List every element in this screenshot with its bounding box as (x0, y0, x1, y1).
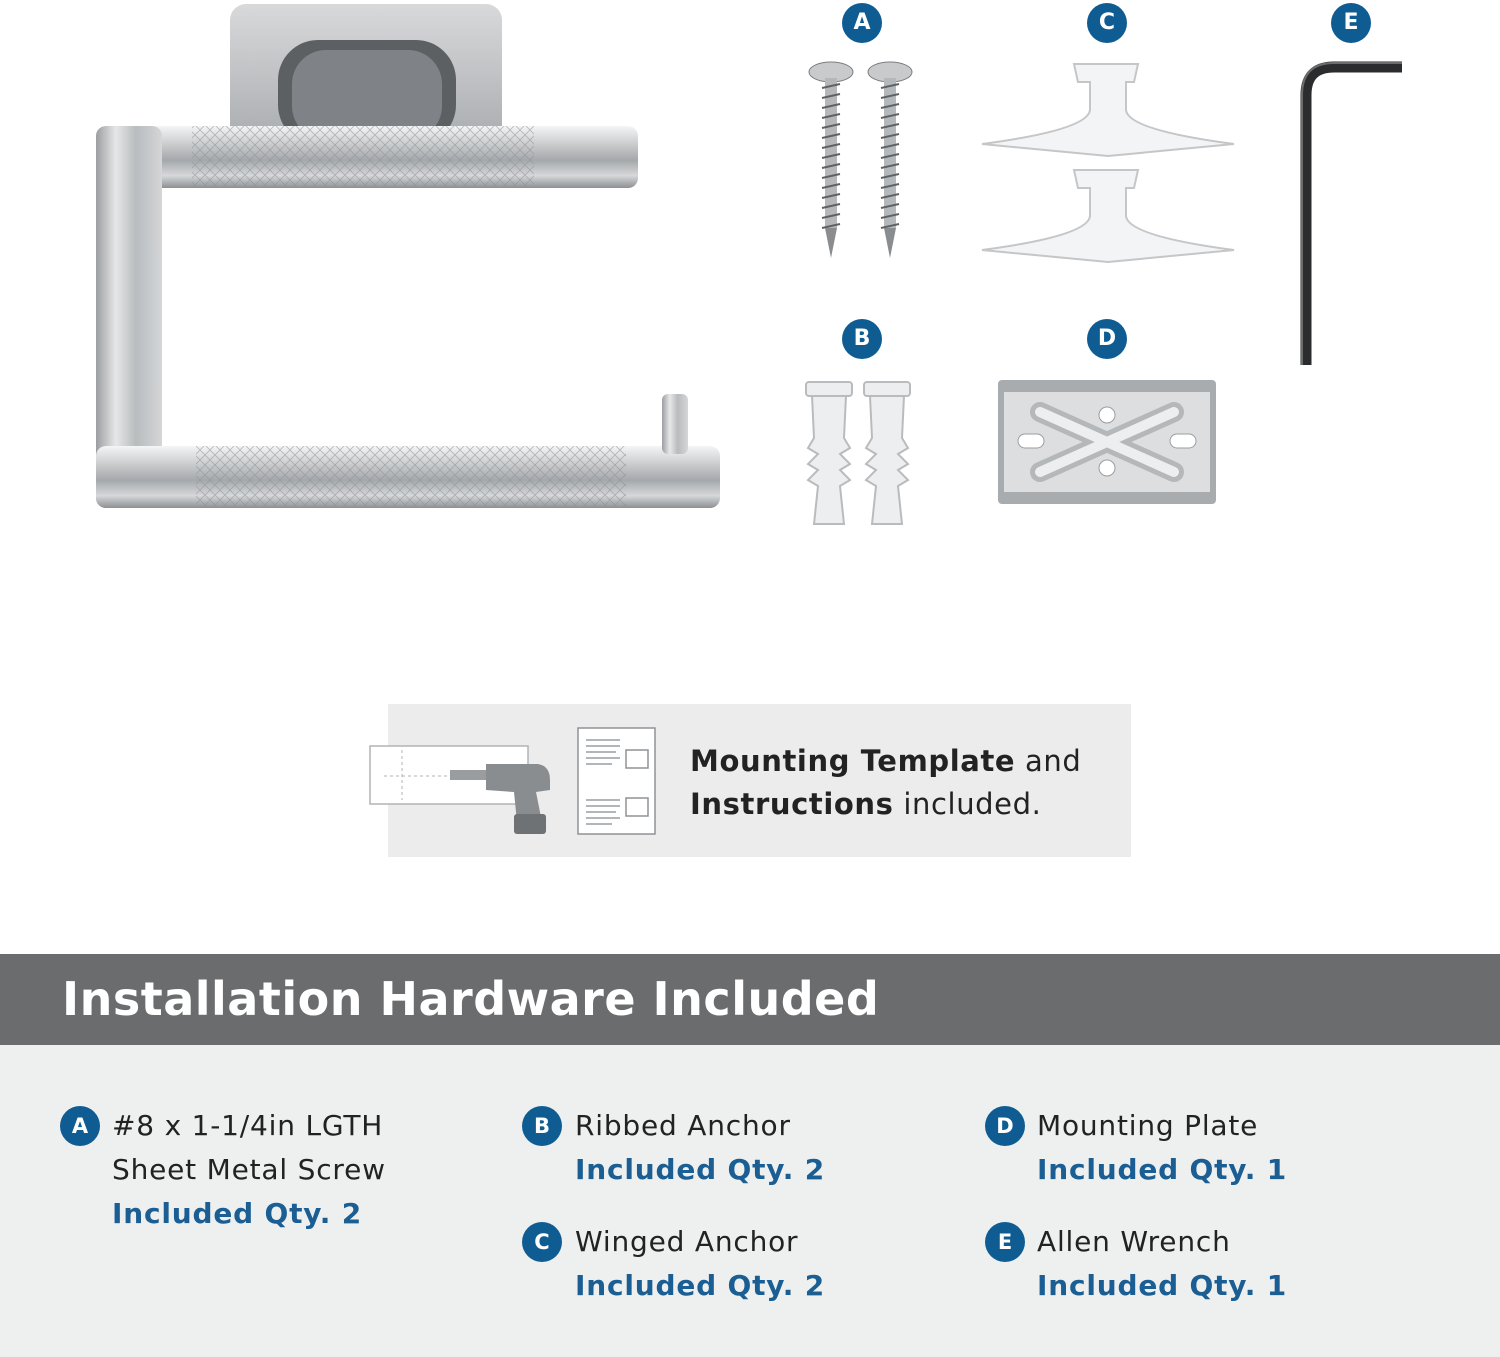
item-name-line1: Mounting Plate (1037, 1109, 1259, 1142)
part-badge-e: E (1331, 3, 1371, 43)
template-rest-2: included. (893, 787, 1042, 821)
template-bold-2: Instructions (690, 787, 894, 821)
list-item-winged-anchor (575, 1220, 825, 1308)
item-qty: Included Qty. 1 (1037, 1153, 1288, 1186)
item-name-line1: Allen Wrench (1037, 1225, 1231, 1258)
ribbed-anchor-image (800, 378, 924, 530)
template-rest-1: and (1015, 744, 1082, 778)
winged-anchor-image (978, 60, 1238, 265)
list-badge-e: E (985, 1222, 1025, 1262)
list-item-allen-wrench (1037, 1220, 1287, 1308)
list-badge-c: C (522, 1222, 562, 1262)
part-badge-c: C (1087, 3, 1127, 43)
list-item-screw (112, 1104, 386, 1236)
list-badge-a: A (60, 1106, 100, 1146)
item-name-line1: Winged Anchor (575, 1225, 799, 1258)
screw-image (800, 58, 920, 260)
item-name-line2: Sheet Metal Screw (112, 1153, 386, 1186)
item-name-line1: Ribbed Anchor (575, 1109, 791, 1142)
item-qty: Included Qty. 2 (112, 1197, 363, 1230)
list-item-mounting-plate (1037, 1104, 1287, 1192)
item-qty: Included Qty. 1 (1037, 1269, 1288, 1302)
list-badge-d: D (985, 1106, 1025, 1146)
part-badge-d: D (1087, 319, 1127, 359)
template-bold-1: Mounting Template (690, 744, 1016, 778)
allen-wrench-image (1290, 55, 1410, 370)
template-caption (690, 740, 1081, 826)
item-qty: Included Qty. 2 (575, 1153, 826, 1186)
part-badge-a: A (842, 3, 882, 43)
toilet-paper-holder-image (0, 0, 760, 540)
list-badge-b: B (522, 1106, 562, 1146)
part-badge-b: B (842, 319, 882, 359)
banner-title: Installation Hardware Included (62, 972, 880, 1026)
instructions-doc-icon (576, 726, 658, 836)
item-qty: Included Qty. 2 (575, 1269, 826, 1302)
drill-template-icon (368, 726, 558, 838)
item-name-line1: #8 x 1-1/4in LGTH (112, 1109, 384, 1142)
list-item-ribbed-anchor (575, 1104, 825, 1192)
mounting-plate-image (996, 378, 1218, 506)
